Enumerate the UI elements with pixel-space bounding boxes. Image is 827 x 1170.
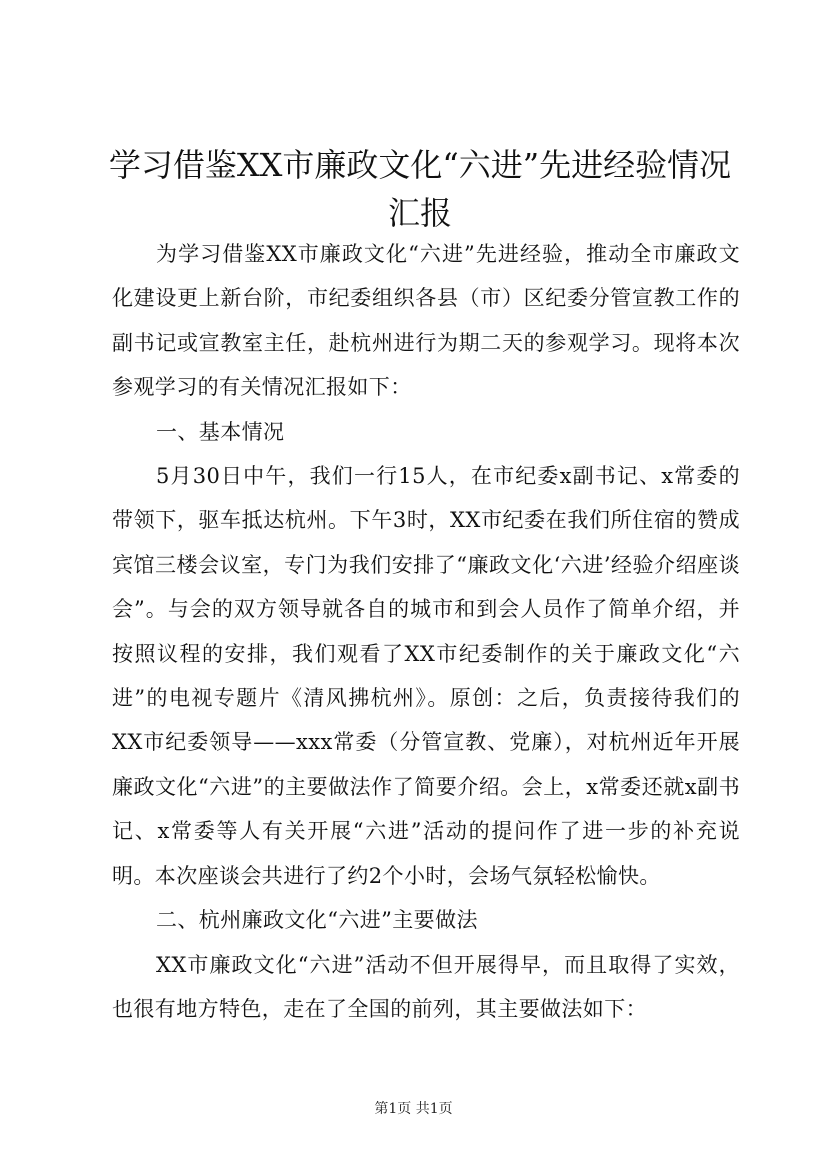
- document-title: 学习借鉴XX市廉政文化“六进”先进经验情况汇报: [108, 146, 732, 232]
- paragraph-main-practices: XX市廉政文化“六进”活动不但开展得早，而且取得了实效，也很有地方特色，走在了全国的前列，其主要做法如下：: [112, 952, 740, 1021]
- paragraph-basic-situation: 5月30日中午，我们一行15人，在市纪委x副书记、x常委的带领下，驱车抵达杭州。下午3时，XX市纪委在我们所住宿的赞成宾馆三楼会议室，专门为我们安排了“廉政文化‘六进’经验介绍座谈会”。与会的双方领导就各自的城市和到会人员作了简单介绍，并按照议程的安排，我们观看了XX市纪委制作的关于廉政文化“六进”的电视专题片《清风拂杭州》。原创：之后，负责接待我们的XX市纪委领导——xxx常委（分管宣教、党廉），对杭州近年开展廉政文化“六进”的主要做法作了简要介绍。会上，x常委还就x副书记、x常委等人有关开展“六进”活动的提问作了进一步的补充说明。本次座谈会共进行了约2个小时，会场气氛轻松愉快。: [112, 464, 740, 888]
- document-body: [112, 232, 740, 1031]
- section-heading-main-practices: 二、杭州廉政文化“六进”主要做法: [156, 908, 478, 933]
- page-footer: 第1页 共1页: [374, 1101, 453, 1117]
- paragraph-intro: 为学习借鉴XX市廉政文化“六进”先进经验，推动全市廉政文化建设更上新台阶，市纪委组织各县（市）区纪委分管宣教工作的副书记或宣教室主任，赴杭州进行为期二天的参观学习。现将本次参观学习的有关情况汇报如下：: [112, 242, 740, 400]
- section-heading-basic-situation: 一、基本情况: [156, 419, 285, 444]
